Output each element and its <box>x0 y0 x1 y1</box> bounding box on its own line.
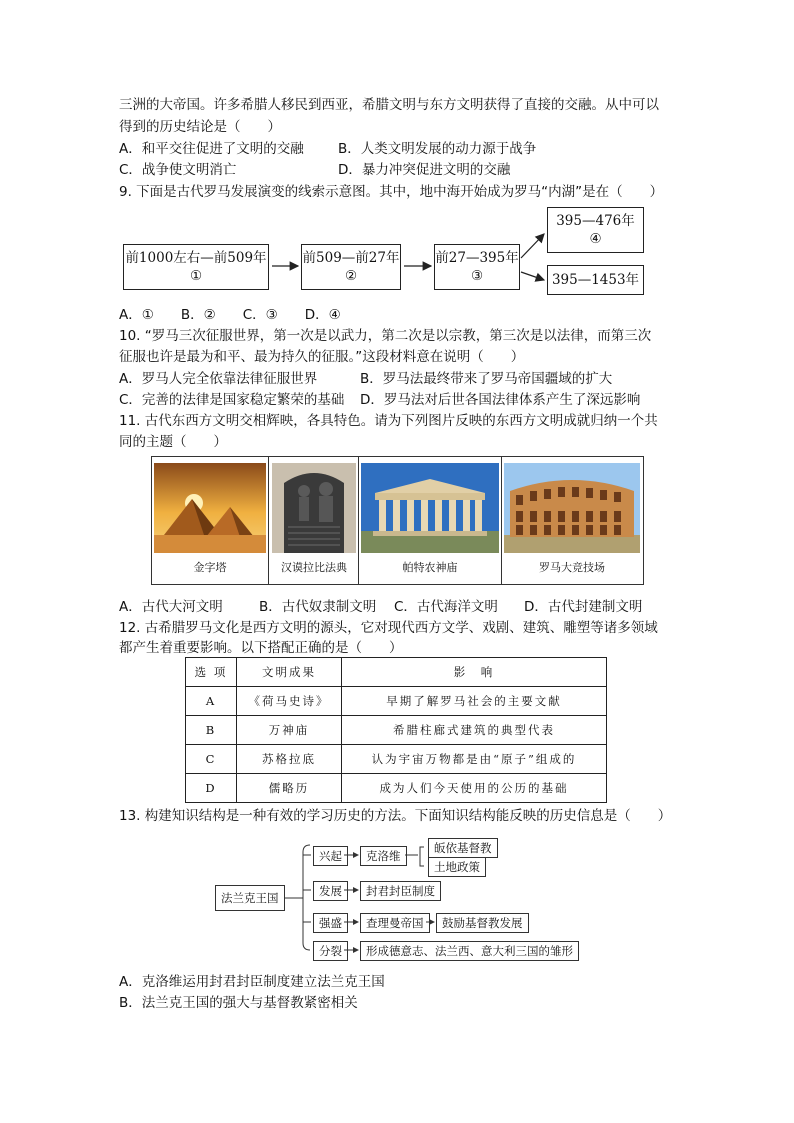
q8-option-a: A．和平交往促进了文明的交融 <box>119 141 304 157</box>
q12-line-2: 都产生着重要影响。以下搭配正确的是（ ） <box>119 640 403 656</box>
q10-line-2: 征服也许是最为和平、最为持久的征服。”这段材料意在说明（ ） <box>119 349 525 365</box>
node-split: 分裂 <box>313 941 348 961</box>
q11-option-c: C．古代海洋文明 <box>394 599 498 615</box>
node-develop: 发展 <box>313 881 348 901</box>
row-d-influence: 成为人们今天使用的公历的基础 <box>342 774 607 803</box>
row-b-option: B <box>186 716 237 745</box>
q10-line-1: 10. “罗马三次征服世界，第一次是以武力，第二次是以宗教，第三次是以法律，而第三次 <box>119 328 652 344</box>
caption-hammurabi: 汉谟拉比法典 <box>281 561 347 574</box>
q13-option-b: B．法兰克王国的强大与基督教紧密相关 <box>119 995 358 1011</box>
q8-line-1: 三洲的大帝国。许多希腊人移民到西亚，希腊文明与东方文明获得了直接的交融。从中可以 <box>119 97 659 113</box>
root-frankish-kingdom: 法兰克王国 <box>215 885 285 911</box>
row-c-option: C <box>186 745 237 774</box>
q8-option-b: B．人类文明发展的动力源于战争 <box>338 141 537 157</box>
node-encourage-christianity: 鼓励基督教发展 <box>436 913 529 933</box>
header-influence: 影 响 <box>342 658 607 687</box>
row-a-influence: 早期了解罗马社会的主要文献 <box>342 687 607 716</box>
node-clovis: 克洛维 <box>360 846 407 866</box>
timeline-box-2-period: 前509—前27年 <box>302 250 400 266</box>
q10-option-d: D．罗马法对后世各国法律体系产生了深远影响 <box>360 392 641 408</box>
node-strong: 强盛 <box>313 913 348 933</box>
caption-pyramids: 金字塔 <box>193 561 227 574</box>
node-charlemagne-empire: 查理曼帝国 <box>360 913 430 933</box>
timeline-box-1-mark: ① <box>189 268 203 284</box>
q11-line-2: 同的主题（ ） <box>119 434 227 450</box>
node-three-nations: 形成德意志、法兰西、意大利三国的雏形 <box>360 941 579 961</box>
q8-option-d: D．暴力冲突促进文明的交融 <box>338 162 511 178</box>
q11-option-d: D．古代封建制文明 <box>524 599 643 615</box>
q11-option-a: A．古代大河文明 <box>119 599 223 615</box>
header-achievement: 文明成果 <box>237 658 342 687</box>
q10-option-c: C．完善的法律是国家稳定繁荣的基础 <box>119 392 345 408</box>
timeline-box-4-period: 395—476年 <box>556 213 635 229</box>
row-d-achievement: 儒略历 <box>237 774 342 803</box>
q9-options: A．① B．② C．③ D．④ <box>119 307 341 323</box>
q10-option-b: B．罗马法最终带来了罗马帝国疆域的扩大 <box>360 371 613 387</box>
timeline-box-4-mark: ④ <box>589 231 602 247</box>
row-a-achievement: 《荷马史诗》 <box>237 687 342 716</box>
row-b-achievement: 万神庙 <box>237 716 342 745</box>
timeline-box-1-period: 前1000左右—前509年 <box>125 250 267 266</box>
q8-line-2: 得到的历史结论是（ ） <box>119 119 281 135</box>
q10-option-a: A．罗马人完全依靠法律征服世界 <box>119 371 318 387</box>
timeline-box-3-period: 前27—395年 <box>435 250 519 266</box>
caption-parthenon: 帕特农神庙 <box>402 561 458 574</box>
row-d-option: D <box>186 774 237 803</box>
q11-line-1: 11. 古代东西方文明交相辉映，各具特色。请为下列图片反映的东西方文明成就归纳一个共 <box>119 413 658 429</box>
q13-question: 13. 构建知识结构是一种有效的学习历史的方法。下面知识结构能反映的历史信息是（ ） <box>119 808 672 824</box>
caption-colosseum: 罗马大竞技场 <box>539 561 605 574</box>
q11-option-b: B．古代奴隶制文明 <box>259 599 377 615</box>
timeline-box-3-mark: ③ <box>470 268 484 284</box>
row-b-influence: 希腊柱廊式建筑的典型代表 <box>342 716 607 745</box>
timeline-box-5-period: 395—1453年 <box>551 272 640 288</box>
q13-option-a: A．克洛维运用封君封臣制度建立法兰克王国 <box>119 974 385 990</box>
node-rise: 兴起 <box>313 846 348 866</box>
header-option: 选 项 <box>186 658 237 687</box>
row-a-option: A <box>186 687 237 716</box>
q9-question: 9. 下面是古代罗马发展演变的线索示意图。其中，地中海开始成为罗马“内湖”是在（ ） <box>119 184 664 200</box>
node-fief-system: 封君封臣制度 <box>360 881 441 901</box>
row-c-achievement: 苏格拉底 <box>237 745 342 774</box>
node-convert-christianity: 皈依基督教 <box>428 838 498 858</box>
row-c-influence: 认为宇宙万物都是由“原子”组成的 <box>342 745 607 774</box>
node-land-policy: 土地政策 <box>428 857 486 877</box>
timeline-box-2-mark: ② <box>344 268 358 284</box>
q12-line-1: 12. 古希腊罗马文化是西方文明的源头，它对现代西方文学、戏剧、建筑、雕塑等诸多领域 <box>119 620 658 636</box>
q8-option-c: C．战争使文明消亡 <box>119 162 237 178</box>
